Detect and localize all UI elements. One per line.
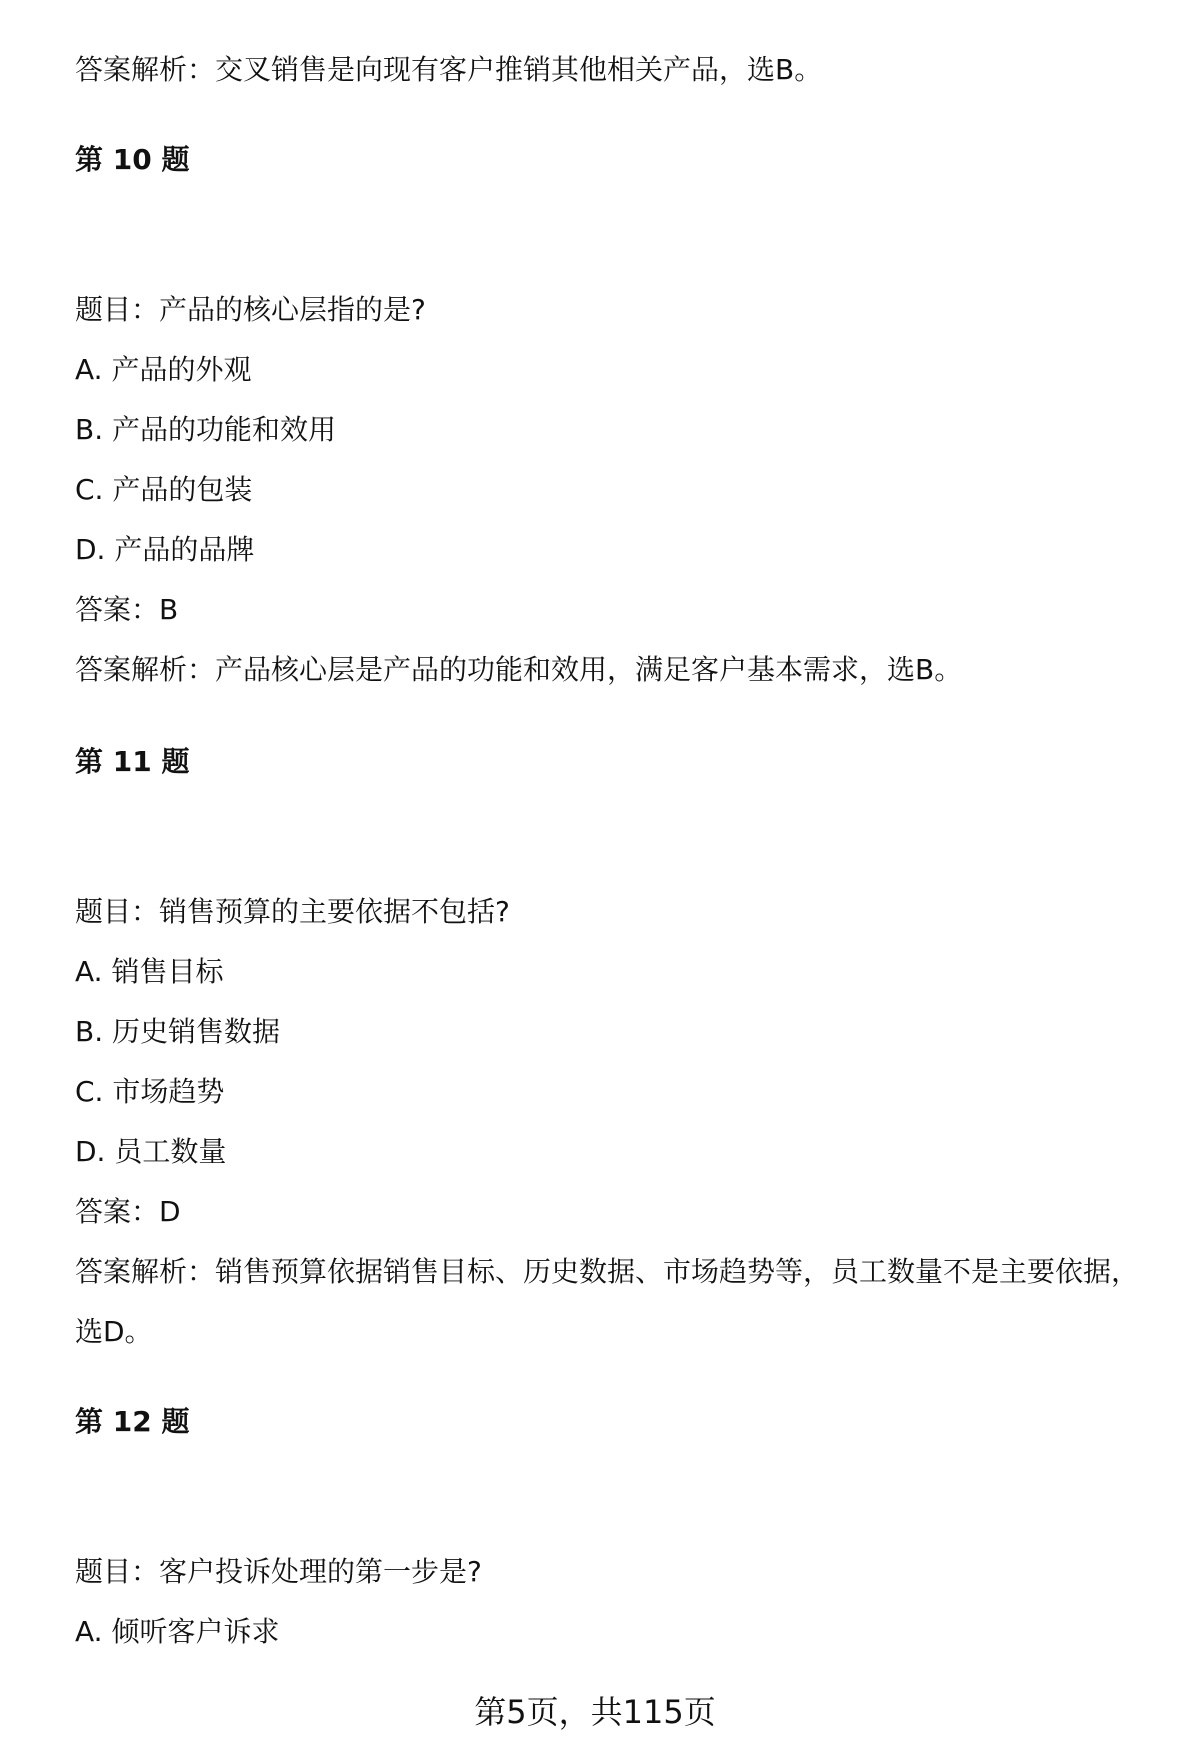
question-12-option-a: A. 倾听客户诉求 <box>75 1615 280 1648</box>
question-10-answer: 答案：B <box>75 593 179 626</box>
question-12-text: 题目：客户投诉处理的第一步是? <box>75 1555 482 1588</box>
question-10-option-b: B. 产品的功能和效用 <box>75 413 337 446</box>
prev-answer-analysis: 答案解析：交叉销售是向现有客户推销其他相关产品，选B。 <box>75 53 823 86</box>
question-11-answer: 答案：D <box>75 1195 181 1228</box>
question-10-text: 题目：产品的核心层指的是? <box>75 293 426 326</box>
question-11-heading: 第 11 题 <box>75 745 190 778</box>
question-11-option-b: B. 历史销售数据 <box>75 1015 281 1048</box>
question-11-option-a: A. 销售目标 <box>75 955 224 988</box>
question-11-option-c: C. 市场趋势 <box>75 1075 225 1108</box>
question-11-analysis: 答案解析：销售预算依据销售目标、历史数据、市场趋势等，员工数量不是主要依据，选D。 <box>75 1255 1140 1348</box>
question-10-option-c: C. 产品的包装 <box>75 473 253 506</box>
question-10-option-d: D. 产品的品牌 <box>75 533 255 566</box>
question-10-option-a: A. 产品的外观 <box>75 353 252 386</box>
question-11-text: 题目：销售预算的主要依据不包括? <box>75 895 510 928</box>
question-10-heading: 第 10 题 <box>75 143 190 176</box>
question-11-option-d: D. 员工数量 <box>75 1135 227 1168</box>
question-10-analysis: 答案解析：产品核心层是产品的功能和效用，满足客户基本需求，选B。 <box>75 653 963 686</box>
page-number-footer: 第5页，共115页 <box>474 1693 716 1731</box>
question-12-heading: 第 12 题 <box>75 1405 190 1438</box>
